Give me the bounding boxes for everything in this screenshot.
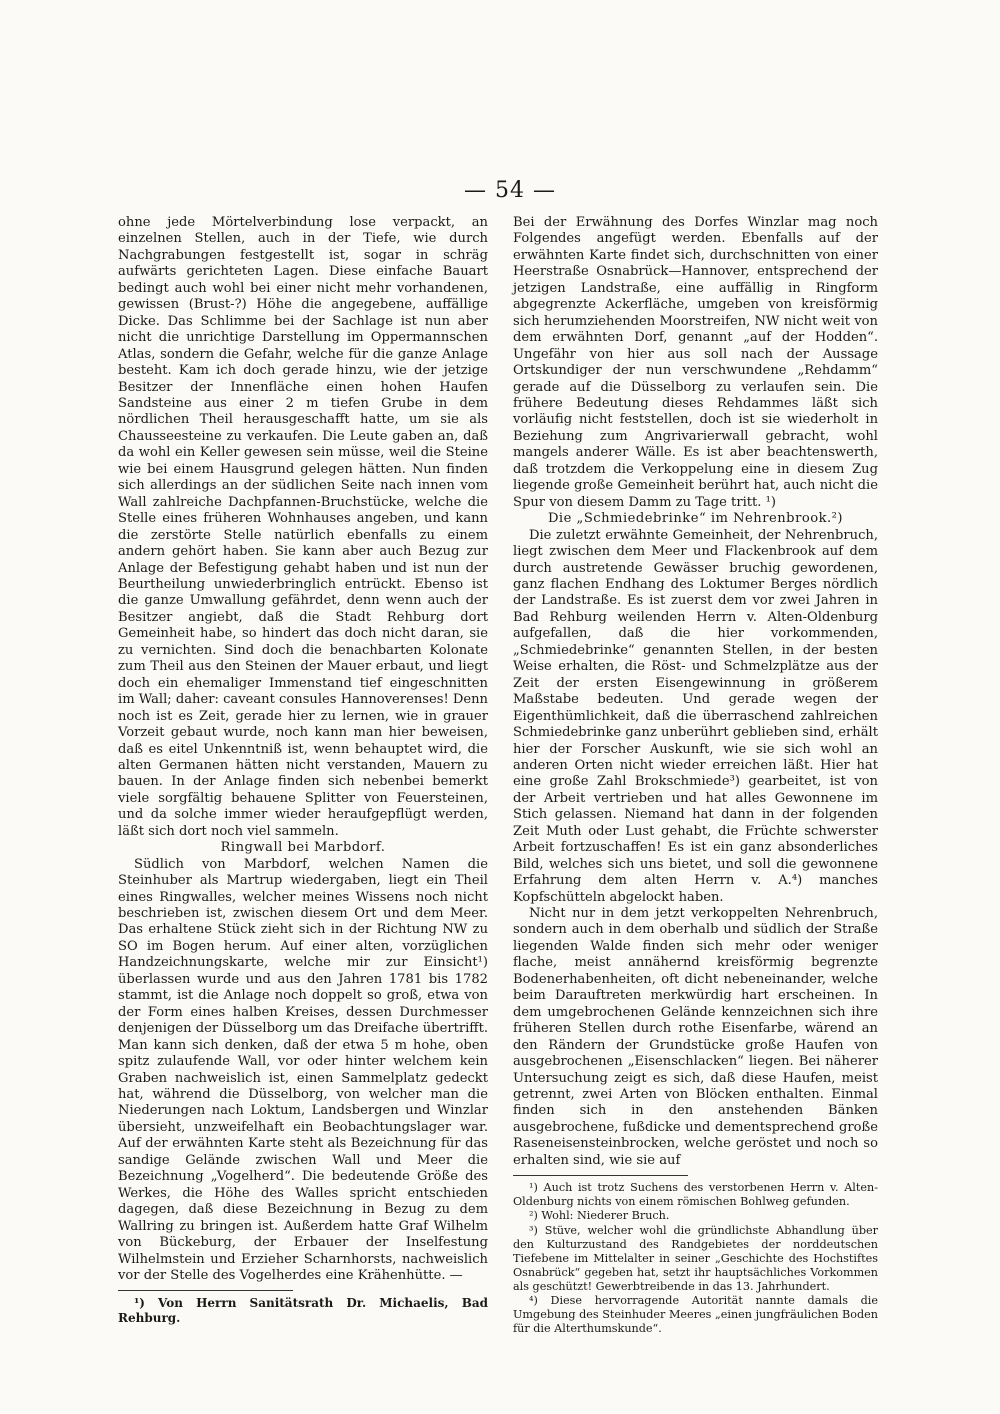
footnote-divider-left [118,1290,293,1291]
right-footnote-4: ⁴) Diese hervorragende Autorität nannte damals die Umgebung des Steinhuder Meeres „einen jungfräulichen Boden für die Alterthumskunde“. [513,1294,878,1336]
right-column [513,215,878,1336]
footnote-divider-right [513,1175,688,1176]
right-footnote-3: ³) Stüve, welcher wohl die gründlichste Abhandlung über den Kulturzustand des Randgebietes der norddeutschen Tiefebene im Mittelalter in seiner „Geschichte des Hochstiftes Osnabrück“ gegeben hat, setzt ihr hauptsächliches Vorkommen als geschützt! Gewerbtreibende in das 13. Jahrhundert. [513,1223,878,1293]
left-footnote-1: ¹) Von Herrn Sanitätsrath Dr. Michaelis, Bad Rehburg. [118,1296,488,1325]
section-heading-ringwall: Ringwall bei Marbdorf. [220,840,386,856]
right-paragraph-2: Die zuletzt erwähnte Gemeinheit, der Nehrenbruch, liegt zwischen dem Meer und Flackenbrook auf dem durch austretende Gewässer bruchig gewordenen, ganz flachen Endhang des Loktumer Berges nördlich der Landstraße. Es ist zuerst dem vor zwei Jahren in Bad Rehburg weilenden Herrn v. Alten-Oldenburg aufgefallen, daß die hier vorkommenden, „Schmiedebrinke“ genannten Stellen, in der besten Weise erhalten, die Röst- und Schmelzplätze aus der Zeit der ersten Eisengewinnung in größerem Maßstabe bedeuten. Und gerade wegen der Eigenthümlichkeit, daß die überraschend zahlreichen Schmiedebrinke ganz unberührt geblieben sind, erhält hier der Forscher Auskunft, wie sie sich wohl an anderen Orten nicht wieder erreichen läßt. Hier hat eine große Zahl Brokschmiede³) gearbeitet, ist von der Arbeit vertrieben und hat alles Gewonnene im Stich gelassen. Niemand hat dann in der folgenden Zeit Muth oder Lust gehabt, die Früchte schwerster Arbeit fortzuschaffen! Es ist ein ganz absonderliches Bild, welches sich uns bietet, und soll die gewonnene Erfahrung dem alten Herrn v. A.⁴) manches Kopfschütteln abgelockt haben. [513,527,878,905]
right-footnote-1: ¹) Auch ist trotz Suchens des verstorbenen Herrn v. Alten-Oldenburg nichts von einem römischen Bohlweg gefunden. [513,1181,878,1209]
left-paragraph-2: Südlich von Marbdorf, welchen Namen die Steinhuber als Martrup wiedergaben, liegt ein Theil eines Ringwalles, welcher meines Wissens noch nicht beschrieben ist, zwischen diesem Ort und dem Meer. Das erhaltene Stück zieht sich in der Richtung NW zu SO im Bogen herum. Auf einer alten, vorzüglichen Handzeichnungskarte, welche mir zur Einsicht¹) überlassen wurde und aus den Jahren 1781 bis 1782 stammt, ist die Anlage noch doppelt so groß, etwa von der Form eines halben Kreises, dessen Durchmesser denjenigen der Düsselborg um das Dreifache übertrifft. Man kann sich denken, daß der etwa 5 m hohe, oben spitz zulaufende Wall, vor oder hinter welchem kein Graben nachweislich ist, einen Sammelplatz gedeckt hat, während die Düsselborg, von welcher man die Niederungen nach Loktum, Landsbergen und Winzlar übersieht, unzweifelhaft ein Beobachtungslager war. Auf der erwähnten Karte steht als Bezeichnung für das sandige Gelände zwischen Wall und Meer die Bezeichnung „Vogelherd“. Die bedeutende Größe des Werkes, die Höhe des Walles spricht entschieden dagegen, daß diese Bezeichnung in Bezug zu dem Wallring zu bringen ist. Außerdem hatte Graf Wilhelm von Bückeburg, der Erbauer der Inselfestung Wilhelmstein und Erzieher Scharnhorsts, nachweislich vor der Stelle des Vogelherdes eine Krähenhütte. — [118,856,489,1283]
section-heading-schmiedebrinke: Die „Schmiedebrinke“ im Nehrenbrook.²) [547,511,844,527]
right-footnote-2: ²) Wohl: Niederer Bruch. [529,1209,670,1223]
left-column [118,215,488,1325]
right-paragraph-3: Nicht nur in dem jetzt verkoppelten Nehrenbruch, sondern auch in dem oberhalb und südlich der Straße liegenden Walde finden sich mehr oder weniger flache, meist annähernd kreisförmig begrenzte Bodenerhabenheiten, oft dicht nebeneinander, welche beim Darauftreten merkwürdig hart erscheinen. In dem umgebrochenen Gelände kennzeichnen sich ihre früheren Stellen durch rothe Eisenfarbe, wärend an den Rändern der Grundstücke große Haufen von ausgebrochenen „Eisenschlacken“ liegen. Bei näherer Untersuchung zeigt es sich, daß diese Haufen, meist getrennt, zwei Arten von Blöcken enthalten. Einmal finden sich in den anstehenden Bänken ausgebrochene, fußdicke und dementsprechend große Raseneisensteinbrocken, welche geröstet und noch so erhalten sind, wie sie auf [513,906,878,1168]
right-paragraph-1: Bei der Erwähnung des Dorfes Winzlar mag noch Folgendes angefügt werden. Ebenfalls auf der erwähnten Karte findet sich, durchschnitten von einer Heerstraße Osnabrück—Hannover, entsprechend der jetzigen Landstraße, eine auffällig in Ringform abgegrenzte Ackerfläche, umgeben von kreisförmig sich herumziehenden Moorstreifen, NW nicht weit von dem erwähnten Dorf, genannt „auf der Hodden“. Ungefähr von hier aus soll nach der Aussage Ortskundiger der nun verschwundene „Rehdamm“ gerade auf die Düsselborg zu verlaufen sein. Die frühere Bedeutung dieses Rehdammes läßt sich vorläufig nicht feststellen, doch ist sie wiederholt in Beziehung zum Angrivarierwall gebracht, wohl mangels anderer Wälle. Es ist aber beachtenswerth, daß trotzdem die Verkoppelung eine in diesem Zug liegende große Gemeinheit berührt hat, auch nicht die Spur von diesem Damm zu Tage tritt. ¹) [513,215,878,510]
page-number: — 54 — [464,178,556,203]
left-paragraph-1: ohne jede Mörtelverbindung lose verpackt, an einzelnen Stellen, auch in der Tiefe, wie durch Nachgrabungen festgestellt ist, sogar in schräg aufwärts gerichteten Lagen. Diese einfache Bauart bedingt auch wohl bei einer nicht mehr vorhandenen, gewissen (Brust-?) Höhe die angegebene, auffällige Dicke. Das Schlimme bei der Sachlage ist nun aber nicht die unrichtige Darstellung im Oppermannschen Atlas, sondern die Gefahr, welche für die ganze Anlage besteht. Kam ich doch gerade hinzu, wie der jetzige Besitzer der Innenfläche einen hohen Haufen Sandsteine aus einer 2 m tiefen Grube in dem nördlichen Theil herausgeschafft hatte, um sie als Chausseesteine zu verkaufen. Die Leute gaben an, daß da wohl ein Keller gewesen sein müsse, weil die Steine wie bei einem Hausgrund gelegen hätten. Nun finden sich allerdings an der südlichen Seite nach innen vom Wall zahlreiche Dachpfannen-Bruchstücke, welche die Stelle eines früheren Wohnhauses angeben, und kann die zerstörte Stelle natürlich ebenfalls zu einem andern gehört haben. Sie kann aber auch Bezug zur Anlage der Befestigung gehabt haben und ist nun der Beurtheilung unwiederbringlich entrückt. Ebenso ist die ganze Umwallung gefährdet, denn wenn auch der Besitzer angiebt, daß die Stadt Rehburg dort Gemeinheit habe, so hindert das doch nicht daran, sie zu vernichten. Sind doch die benachbarten Kolonate zum Theil aus den Steinen der Mauer erbaut, und liegt doch ein ehemaliger Immenstand tief eingeschnitten im Wall; daher: caveant consules Hannoverenses! Denn noch ist es Zeit, gerade hier zu lernen, wie in grauer Vorzeit gebaut wurde, noch kann man hier beweisen, daß es eitel Unkenntniß ist, wenn behauptet wird, die alten Germanen hätten nicht verstanden, Mauern zu bauen. In der Anlage finden sich nebenbei bemerkt viele sorgfältig behauene Splitter von Feuersteinen, und da solche immer wieder heraufgepflügt werden, läßt sich dort noch viel sammeln. [118,215,488,839]
